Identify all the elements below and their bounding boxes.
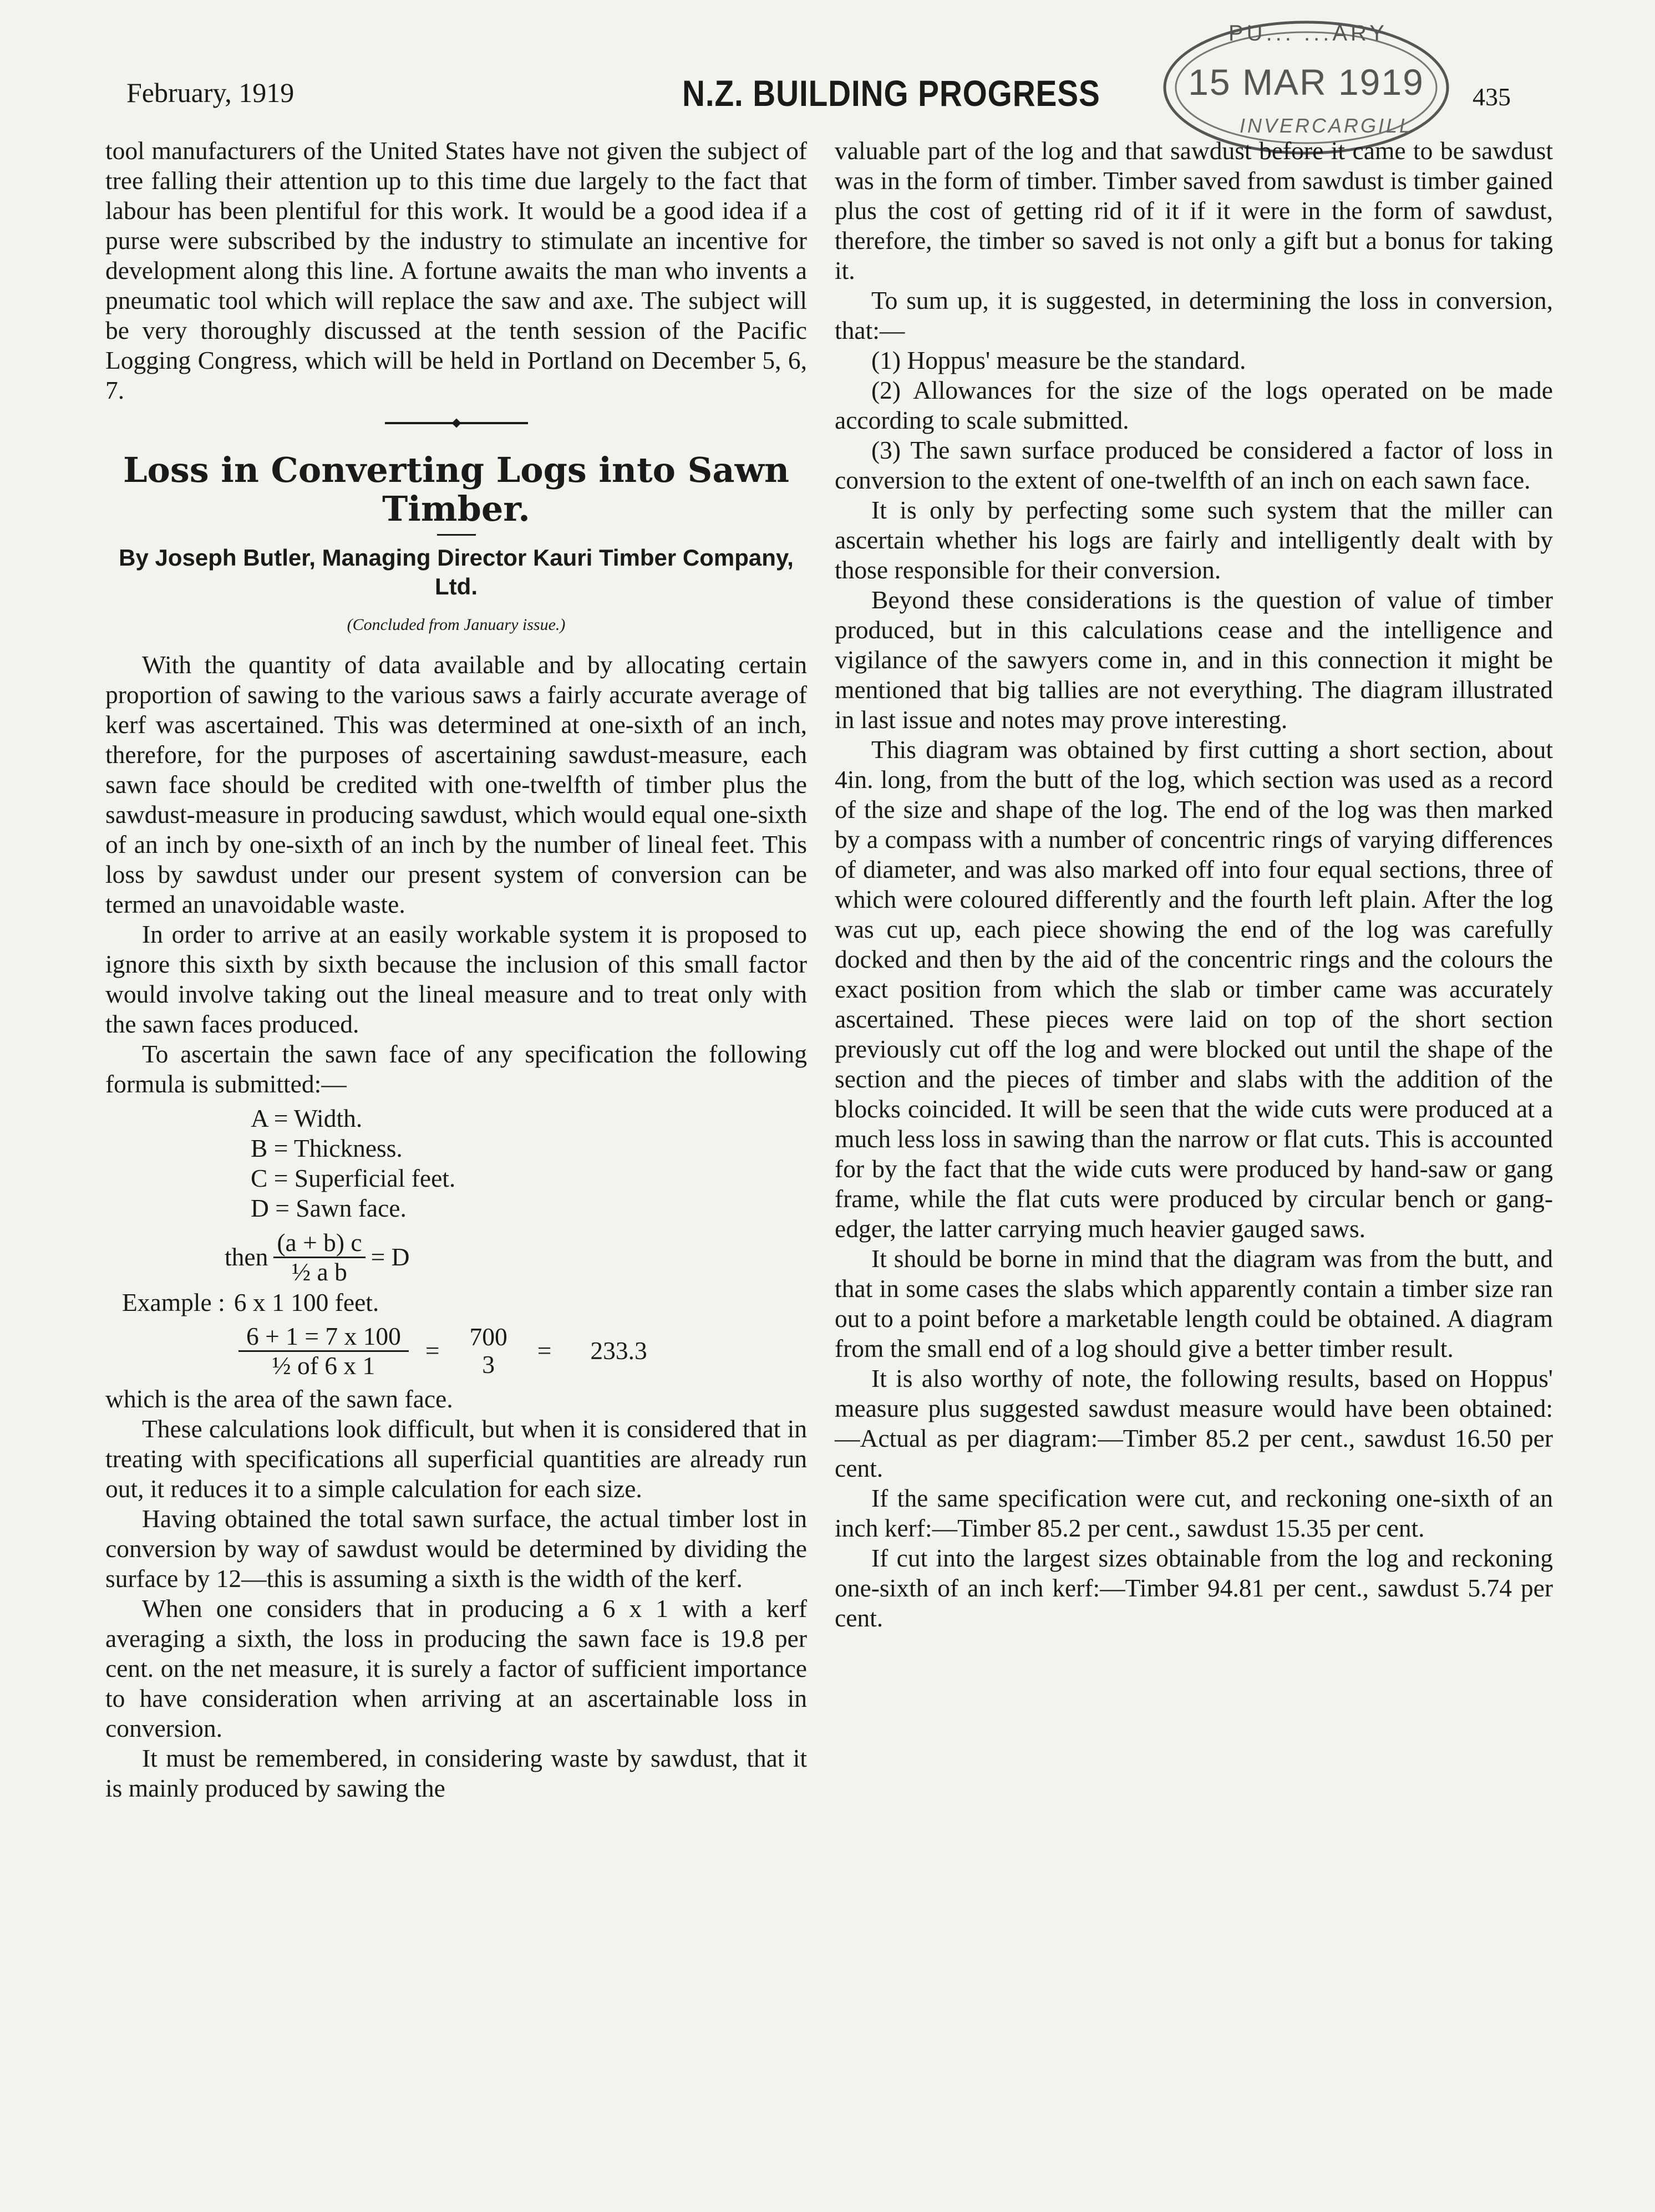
list-item: (3) The sawn surface produced be considered a factor of loss in conversion to the extent of one-twelfth of an inch on each sawn face. bbox=[835, 436, 1553, 494]
example-fraction bbox=[238, 1323, 409, 1380]
article-title: Loss in Converting Logs into Sawn Timber. bbox=[123, 450, 790, 529]
paragraph: Having obtained the total sawn surface, the actual timber lost in conversion by way of sawdust would be determined by dividing the surface by 12—this is assuming a sixth is the width of the kerf. bbox=[105, 1504, 807, 1593]
page-number: 435 bbox=[1473, 83, 1511, 111]
stamp-bottom-text: INVERCARGILL bbox=[1240, 114, 1413, 137]
paragraph: In order to arrive at an easily workable system it is proposed to ignore this sixth by sixth because the inclusion of this small factor would involve taking out the lineal measure and to treat only with the sawn faces produced. bbox=[105, 920, 807, 1038]
formula bbox=[225, 1227, 807, 1288]
example-spec: 6 x 1 100 feet. bbox=[233, 1288, 379, 1316]
stamp-top-text: PU... ...ARY bbox=[1228, 21, 1388, 45]
paragraph: Beyond these considerations is the question of value of timber produced, but in this calculations cease and the intelligence and vigilance of the sawyers come in, and in this connection it might be mentioned that big tallies are not everything. The diagram illustrated in last issue and notes may prove interesting. bbox=[835, 586, 1553, 734]
list-item: (1) Hoppus' measure be the standard. bbox=[871, 346, 1246, 374]
formula-fraction bbox=[273, 1229, 365, 1286]
example-numerator: 6 + 1 = 7 x 100 bbox=[238, 1323, 409, 1352]
formula-result: = D bbox=[370, 1243, 410, 1271]
formula-denominator: ½ a b bbox=[292, 1257, 347, 1286]
equals-sign: = bbox=[537, 1336, 552, 1365]
example-result: 233.3 bbox=[590, 1336, 647, 1365]
formula-def-a: A = Width. bbox=[251, 1104, 363, 1132]
formula-definitions bbox=[251, 1104, 807, 1223]
paragraph: If the same specification were cut, and reckoning one-sixth of an inch kerf:—Timber 85.2 per cent., sawdust 15.35 per cent. bbox=[835, 1484, 1553, 1542]
paragraph: If cut into the largest sizes obtainable from the log and reckoning one-sixth of an inch kerf:—Timber 94.81 per cent., sawdust 5.74 per cent. bbox=[835, 1544, 1553, 1632]
paragraph: It is also worthy of note, the following results, based on Hoppus' measure plus suggested sawdust measure would have been obtained:—Actual as per diagram:—Timber 85.2 per cent., sawdust 16.50 per cent. bbox=[835, 1364, 1553, 1482]
list-item: (2) Allowances for the size of the logs operated on be made according to scale submitted. bbox=[835, 376, 1553, 434]
continuation-note: (Concluded from January issue.) bbox=[347, 616, 566, 634]
right-column bbox=[835, 136, 1553, 1633]
example-label: Example : bbox=[122, 1288, 225, 1316]
title-rule bbox=[437, 534, 476, 536]
formula-then: then bbox=[225, 1243, 268, 1271]
example-denominator: ½ of 6 x 1 bbox=[272, 1351, 375, 1380]
example-calculation bbox=[233, 1318, 807, 1384]
intro-paragraph: tool manufacturers of the United States have not given the subject of tree falling their attention up to this time due largely to the fact that labour has been plentiful for this work. It would be a good idea if a purse were subscribed by the industry to stimulate an incentive for development along this line. A fortune awaits the man who invents a pneumatic tool which will replace the saw and axe. The subject will be very thoroughly discussed at the tenth session of the Pacific Logging Congress, which will be held in Portland on December 5, 6, 7. bbox=[105, 136, 807, 404]
paragraph: To sum up, it is suggested, in determining the loss in conversion, that:— bbox=[835, 286, 1553, 344]
header-date: February, 1919 bbox=[126, 77, 295, 108]
example-heading bbox=[122, 1288, 807, 1318]
section-divider bbox=[105, 420, 807, 426]
magazine-title: N.Z. BUILDING PROGRESS bbox=[682, 73, 1100, 114]
paragraph: To ascertain the sawn face of any specification the following formula is submitted:— bbox=[105, 1040, 807, 1098]
paragraph: It must be remembered, in considering waste by sawdust, that it is mainly produced by sawing the bbox=[105, 1744, 807, 1802]
formula-numerator: (a + b) c bbox=[273, 1229, 365, 1258]
formula-def-d: D = Sawn face. bbox=[251, 1194, 407, 1222]
stamp-date: 15 MAR 1919 bbox=[1188, 62, 1424, 103]
formula-def-b: B = Thickness. bbox=[251, 1134, 403, 1162]
example-denominator-2: 3 bbox=[482, 1350, 495, 1379]
paragraph: This diagram was obtained by first cutting a short section, about 4in. long, from the butt of the log, which section was used as a record of the size and shape of the log. The end of the log was then marked by a compass with a number of concentric rings of varying differences of diameter, and was also marked off into four equal sections, three of which were coloured differently and the fourth left plain. After the log was cut up, each piece showing the end of the log was carefully docked and then by the aid of the concentric rings and the colours the exact position from which the slab or timber came was accurately ascertained. These pieces were laid on top of the short section previously cut off the log and were blocked out until the shape of the section and the pieces of timber and slabs with the addition of the blocks coincided. It will be seen that the wide cuts were produced at a much less loss in sawing than the narrow or flat cuts. This is accounted for by the fact that the wide cuts were produced by hand-saw or gang frame, while the flat cuts were produced by circular bench or gang-edger, the latter carrying much heavier gauged saws. bbox=[835, 735, 1553, 1243]
article-byline: By Joseph Butler, Managing Director Kauri Timber Company, Ltd. bbox=[119, 545, 794, 599]
paragraph: When one considers that in producing a 6 x 1 with a kerf averaging a sixth, the loss in producing the sawn face is 19.8 per cent. on the net measure, it is surely a factor of sufficient importance to have consideration when arriving at an ascertainable loss in conversion. bbox=[105, 1594, 807, 1742]
paragraph: valuable part of the log and that sawdust before it came to be sawdust was in the form of timber. Timber saved from sawdust is timber gained plus the cost of getting rid of it if it were in the form of sawdust, therefore, the timber so saved is not only a gift but a bonus for taking it. bbox=[835, 136, 1553, 284]
example-numerator-2: 700 bbox=[469, 1323, 507, 1351]
formula-def-c: C = Superficial feet. bbox=[251, 1164, 456, 1192]
example-fraction-2 bbox=[462, 1323, 515, 1379]
equals-sign: = bbox=[425, 1336, 440, 1365]
left-column bbox=[105, 136, 807, 1803]
paragraph: It is only by perfecting some such system that the miller can ascertain whether his logs are fairly and intelligently dealt with by those responsible for their conversion. bbox=[835, 496, 1553, 584]
paragraph: With the quantity of data available and by allocating certain proportion of sawing to the various saws a fairly accurate average of kerf was ascertained. This was determined at one-sixth of an inch, therefore, for the purposes of ascertaining sawdust-measure, each sawn face should be credited with one-twelfth of timber plus the sawdust-measure in producing sawdust, which would equal one-sixth of an inch by one-sixth of an inch by the number of lineal feet. This loss by sawdust under our present system of conversion can be termed an unavoidable waste. bbox=[105, 650, 807, 918]
paragraph: which is the area of the sawn face. bbox=[105, 1385, 453, 1413]
paragraph: These calculations look difficult, but when it is considered that in treating with specifications all superficial quantities are already run out, it reduces it to a simple calculation for each size. bbox=[105, 1415, 807, 1503]
paragraph: It should be borne in mind that the diagram was from the butt, and that in some cases the slabs which apparently contain a timber size ran out to a point before a marketable length could be obtained. A diagram from the small end of a log should give a better timber result. bbox=[835, 1244, 1553, 1362]
